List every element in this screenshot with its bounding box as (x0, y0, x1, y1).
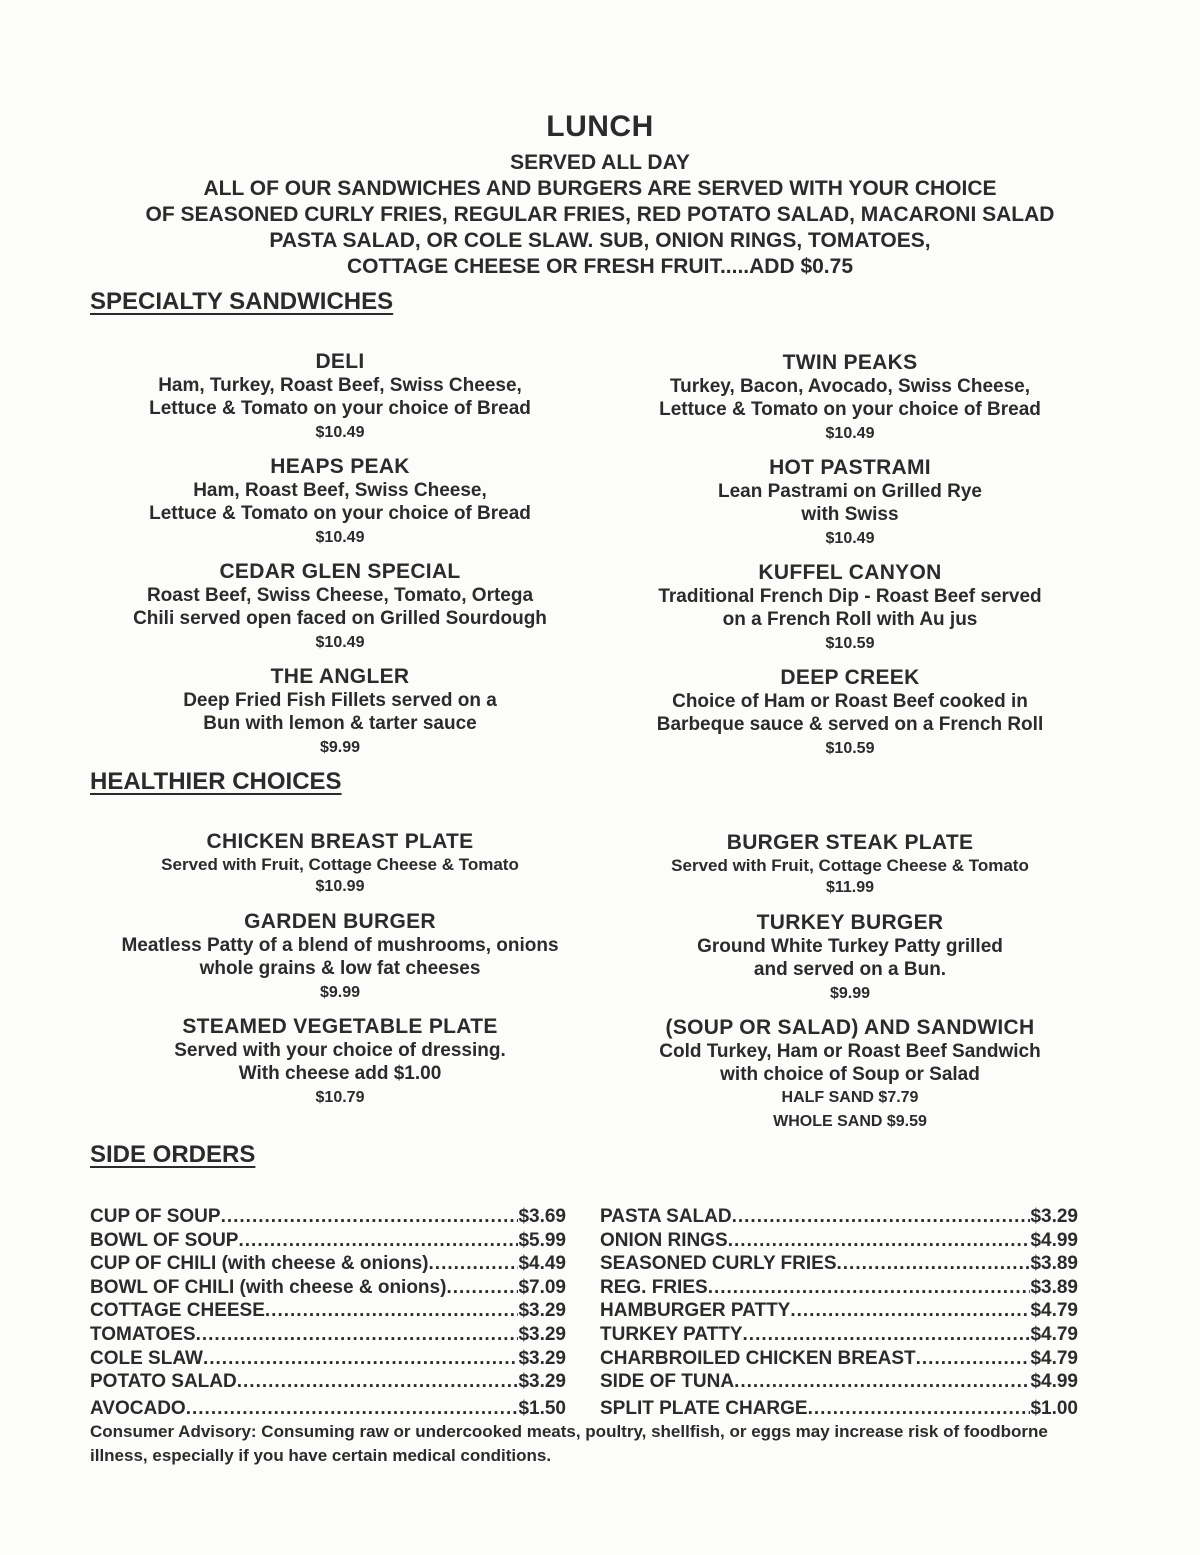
item-name: DEEP CREEK (780, 666, 920, 689)
side-order-row (600, 1347, 1078, 1371)
item-name: CHICKEN BREAST PLATE (206, 830, 474, 853)
item-name: THE ANGLER (270, 665, 410, 688)
side-label: COTTAGE CHEESE (90, 1300, 265, 1322)
item-desc: on a French Roll with Au jus (722, 609, 978, 630)
item-name: GARDEN BURGER (244, 910, 436, 933)
side-order-row (90, 1370, 566, 1394)
item-desc: Deep Fried Fish Fillets served on a (183, 690, 497, 711)
leader-dots (186, 1397, 519, 1421)
side-price: $3.29 (518, 1371, 566, 1393)
leader-dots (265, 1299, 519, 1323)
menu-item-deep-creek (590, 666, 1110, 762)
section-heading-healthier: HEALTHIER CHOICES (90, 768, 342, 795)
item-desc: Ham, Roast Beef, Swiss Cheese, (193, 480, 487, 501)
leader-dots (203, 1347, 519, 1371)
side-label: ONION RINGS (600, 1229, 728, 1251)
item-name: DELI (315, 350, 365, 373)
item-name: BURGER STEAK PLATE (726, 831, 974, 854)
side-price: $4.79 (1030, 1300, 1078, 1322)
item-desc: Roast Beef, Swiss Cheese, Tomato, Ortega (146, 585, 534, 606)
leader-dots (237, 1370, 519, 1394)
item-desc: Meatless Patty of a blend of mushrooms, onions (121, 935, 559, 956)
side-order-row (90, 1397, 566, 1421)
item-name: STEAMED VEGETABLE PLATE (182, 1015, 498, 1038)
leader-dots (708, 1276, 1031, 1300)
item-desc: Served with your choice of dressing. (174, 1040, 506, 1061)
item-name: KUFFEL CANYON (758, 561, 942, 584)
item-price: $10.99 (315, 878, 365, 895)
item-desc: Chili served open faced on Grilled Sourdough (133, 608, 547, 629)
item-price: $9.99 (319, 739, 361, 756)
side-price: $3.29 (518, 1347, 566, 1369)
menu-item-chicken-breast-plate (80, 830, 600, 899)
item-name: HOT PASTRAMI (769, 456, 931, 479)
item-desc: Lettuce & Tomato on your choice of Bread (149, 398, 531, 419)
item-price: $10.49 (315, 424, 365, 441)
side-label: CUP OF SOUP (90, 1206, 221, 1227)
side-order-row (90, 1299, 566, 1323)
item-price: $10.49 (825, 530, 875, 547)
side-order-row (600, 1276, 1078, 1300)
side-order-row (600, 1229, 1078, 1253)
side-order-row (90, 1323, 566, 1347)
side-order-row (600, 1299, 1078, 1323)
menu-item-deli (80, 350, 600, 446)
item-price: $10.59 (825, 740, 875, 757)
item-desc: Ground White Turkey Patty grilled (697, 936, 1003, 957)
item-desc: Choice of Ham or Roast Beef cooked in (672, 691, 1028, 712)
leader-dots (808, 1397, 1031, 1421)
consumer-advisory: Consumer Advisory: Consuming raw or undercooked meats, poultry, shellfish, or eggs may increase risk of foodborne illness, especially if you have certain medical conditions. (90, 1422, 1048, 1465)
side-price: $4.99 (1030, 1371, 1078, 1393)
item-name: HEAPS PEAK (270, 455, 410, 478)
side-order-row (90, 1347, 566, 1371)
item-price: $10.49 (825, 425, 875, 442)
menu-item-garden-burger (80, 910, 600, 1006)
side-label: TURKEY PATTY (600, 1323, 743, 1345)
side-order-row (600, 1323, 1078, 1347)
side-price: $1.50 (518, 1397, 566, 1419)
side-label: POTATO SALAD (90, 1371, 237, 1393)
side-label: HAMBURGER PATTY (600, 1300, 791, 1322)
side-order-row (600, 1370, 1078, 1394)
side-price: $3.89 (1030, 1253, 1078, 1275)
side-price: $4.49 (518, 1253, 566, 1275)
item-desc: whole grains & low fat cheeses (199, 958, 481, 979)
side-order-row (600, 1397, 1078, 1421)
item-desc: Lean Pastrami on Grilled Rye (718, 481, 982, 502)
side-label: AVOCADO (90, 1397, 186, 1419)
side-label: SEASONED CURLY FRIES (600, 1253, 837, 1275)
side-order-row (600, 1205, 1078, 1229)
item-desc: Served with Fruit, Cottage Cheese & Tomato (671, 856, 1029, 875)
side-price: $4.79 (1030, 1347, 1078, 1369)
item-price: WHOLE SAND $9.59 (773, 1113, 927, 1130)
item-price: $10.59 (825, 635, 875, 652)
item-desc: Bun with lemon & tarter sauce (203, 713, 477, 734)
menu-item-the-angler (80, 665, 600, 761)
side-order-row (600, 1252, 1078, 1276)
leader-dots (221, 1205, 519, 1229)
item-desc: Served with Fruit, Cottage Cheese & Tomato (161, 855, 519, 874)
side-label: BOWL OF SOUP (90, 1229, 239, 1251)
item-desc: with Swiss (801, 504, 899, 525)
intro-line: ALL OF OUR SANDWICHES AND BURGERS ARE SERVED WITH YOUR CHOICE (203, 177, 997, 200)
menu-item-cedar-glen-special (80, 560, 600, 656)
item-desc: Cold Turkey, Ham or Roast Beef Sandwich (659, 1041, 1041, 1062)
menu-item-burger-steak-plate (590, 831, 1110, 900)
side-order-row (90, 1205, 566, 1229)
leader-dots (446, 1276, 518, 1300)
leader-dots (238, 1229, 518, 1253)
side-price: $3.29 (518, 1300, 566, 1322)
side-price: $4.99 (1030, 1229, 1078, 1251)
side-price: $7.09 (518, 1276, 566, 1298)
intro-line: PASTA SALAD, OR COLE SLAW. SUB, ONION RINGS, TOMATOES, (269, 229, 931, 252)
item-desc: With cheese add $1.00 (238, 1063, 442, 1084)
side-label: BOWL OF CHILI (with cheese & onions) (90, 1276, 447, 1298)
item-price: $9.99 (829, 985, 871, 1002)
sides-list-right (600, 1205, 1078, 1420)
side-label: REG. FRIES (600, 1276, 708, 1298)
leader-dots (734, 1370, 1030, 1394)
menu-item-kuffel-canyon (590, 561, 1110, 657)
side-price: $1.00 (1030, 1397, 1078, 1419)
menu-title: LUNCH (546, 110, 654, 143)
section-heading-specialty: SPECIALTY SANDWICHES (90, 288, 394, 315)
item-desc: and served on a Bun. (753, 959, 947, 980)
side-label: PASTA SALAD (600, 1206, 732, 1227)
item-desc: Ham, Turkey, Roast Beef, Swiss Cheese, (158, 375, 522, 396)
leader-dots (728, 1229, 1031, 1253)
menu-item-turkey-burger (590, 911, 1110, 1007)
menu-item-twin-peaks (590, 351, 1110, 447)
item-name: TWIN PEAKS (782, 351, 918, 374)
item-desc: Barbeque sauce & served on a French Roll (656, 714, 1044, 735)
side-label: SIDE OF TUNA (600, 1371, 735, 1393)
item-desc: Lettuce & Tomato on your choice of Bread (149, 503, 531, 524)
item-price: $10.49 (315, 634, 365, 651)
intro-line: COTTAGE CHEESE OR FRESH FRUIT.....ADD $0.75 (346, 255, 854, 278)
side-price: $3.89 (1030, 1276, 1078, 1298)
item-desc: Traditional French Dip - Roast Beef served (658, 586, 1042, 607)
item-name: (SOUP OR SALAD) AND SANDWICH (665, 1016, 1035, 1039)
side-label: SPLIT PLATE CHARGE (600, 1397, 808, 1419)
leader-dots (732, 1205, 1031, 1229)
leader-dots (743, 1323, 1031, 1347)
side-label: CHARBROILED CHICKEN BREAST (600, 1347, 916, 1369)
leader-dots (790, 1299, 1030, 1323)
side-order-row (90, 1229, 566, 1253)
intro-line: SERVED ALL DAY (510, 151, 690, 174)
side-price: $3.29 (1030, 1206, 1078, 1227)
sides-list-left (90, 1205, 566, 1420)
side-price: $3.29 (518, 1323, 566, 1345)
menu-item-heaps-peak (80, 455, 600, 551)
item-desc: Lettuce & Tomato on your choice of Bread (659, 399, 1041, 420)
side-label: COLE SLAW (90, 1347, 203, 1369)
leader-dots (196, 1323, 519, 1347)
item-name: CEDAR GLEN SPECIAL (219, 560, 461, 583)
side-label: TOMATOES (90, 1323, 196, 1345)
menu-item-hot-pastrami (590, 456, 1110, 552)
menu-item-steamed-vegetable-plate (80, 1015, 600, 1111)
side-label: CUP OF CHILI (with cheese & onions) (90, 1253, 429, 1275)
side-price: $4.79 (1030, 1323, 1078, 1345)
item-price: HALF SAND $7.79 (781, 1089, 919, 1106)
item-price: $10.49 (315, 529, 365, 546)
menu-item-soup-or-salad-and-sandwich (590, 1016, 1110, 1134)
intro-text (0, 150, 1200, 280)
leader-dots (429, 1252, 519, 1276)
item-desc: with choice of Soup or Salad (720, 1064, 980, 1085)
item-price: $10.79 (315, 1089, 365, 1106)
item-desc: Turkey, Bacon, Avocado, Swiss Cheese, (669, 376, 1031, 397)
item-price: $11.99 (825, 879, 875, 896)
side-order-row (90, 1276, 566, 1300)
side-price: $5.99 (518, 1229, 566, 1251)
intro-line: OF SEASONED CURLY FRIES, REGULAR FRIES, RED POTATO SALAD, MACARONI SALAD (145, 203, 1055, 226)
leader-dots (916, 1347, 1031, 1371)
leader-dots (837, 1252, 1031, 1276)
item-name: TURKEY BURGER (756, 911, 944, 934)
section-heading-sides: SIDE ORDERS (90, 1141, 256, 1168)
side-order-row (90, 1252, 566, 1276)
side-price: $3.69 (518, 1206, 566, 1227)
item-price: $9.99 (319, 984, 361, 1001)
